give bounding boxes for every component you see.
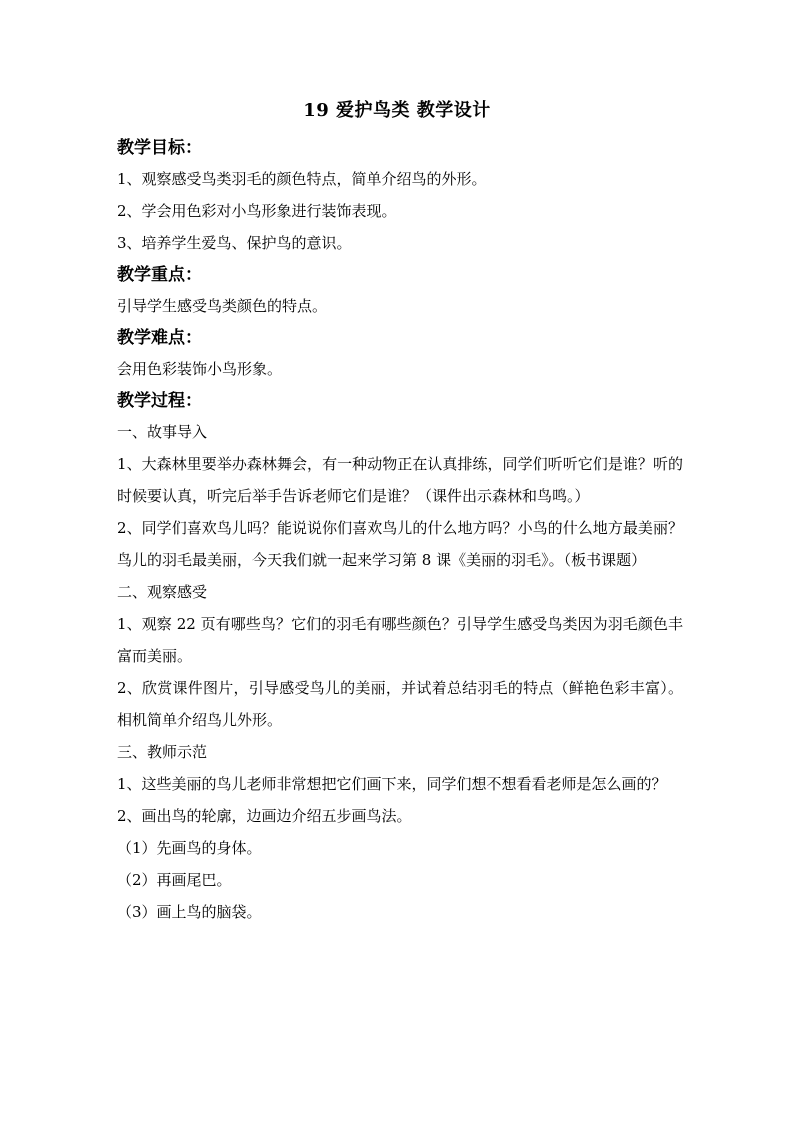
document-title: 19 爱护鸟类 教学设计	[303, 100, 491, 121]
process-paragraph: 1、观察 22 页有哪些鸟？它们的羽毛有哪些颜色？引导学生感受鸟类因为羽毛颜色丰富而美丽。	[117, 615, 683, 665]
process-paragraph: 1、这些美丽的鸟儿老师非常想把它们画下来，同学们想不想看看老师是怎么画的？	[117, 775, 667, 793]
objective-2: 2、学会用色彩对小鸟形象进行装饰表现。	[117, 202, 397, 220]
key-point-text: 引导学生感受鸟类颜色的特点。	[117, 297, 328, 315]
process-section-2: 二、观察感受	[117, 583, 208, 601]
process-paragraph: 2、欣赏课件图片，引导感受鸟儿的美丽，并试着总结羽毛的特点（鲜艳色彩丰富）。相机简单介绍鸟儿外形。	[117, 679, 683, 729]
heading-teaching-process: 教学过程：	[117, 391, 202, 411]
process-paragraph: 2、同学们喜欢鸟儿吗？能说说你们喜欢鸟儿的什么地方吗？小鸟的什么地方最美丽？鸟儿的羽毛最美丽，今天我们就一起来学习第 8 课《美丽的羽毛》。（板书课题）	[117, 519, 683, 569]
heading-key-points: 教学重点：	[117, 265, 202, 285]
process-section-1: 一、故事导入	[117, 423, 208, 441]
objective-3: 3、培养学生爱鸟、保护鸟的意识。	[117, 234, 352, 252]
document-body	[117, 132, 683, 928]
process-paragraph: 2、画出鸟的轮廓，边画边介绍五步画鸟法。	[117, 807, 412, 825]
objective-1: 1、观察感受鸟类羽毛的颜色特点，简单介绍鸟的外形。	[117, 170, 487, 188]
heading-teaching-objectives: 教学目标：	[117, 138, 202, 158]
drawing-step: （1）先画鸟的身体。	[117, 839, 262, 857]
process-paragraph: 1、大森林里要举办森林舞会，有一种动物正在认真排练，同学们听听它们是谁？听的时候要认真，听完后举手告诉老师它们是谁？（课件出示森林和鸟鸣。）	[117, 455, 683, 505]
drawing-step: （2）再画尾巴。	[117, 871, 232, 889]
drawing-step: （3）画上鸟的脑袋。	[117, 903, 262, 921]
difficulty-text: 会用色彩装饰小鸟形象。	[117, 360, 283, 378]
process-section-3: 三、教师示范	[117, 743, 208, 761]
heading-difficulties: 教学难点：	[117, 328, 202, 348]
